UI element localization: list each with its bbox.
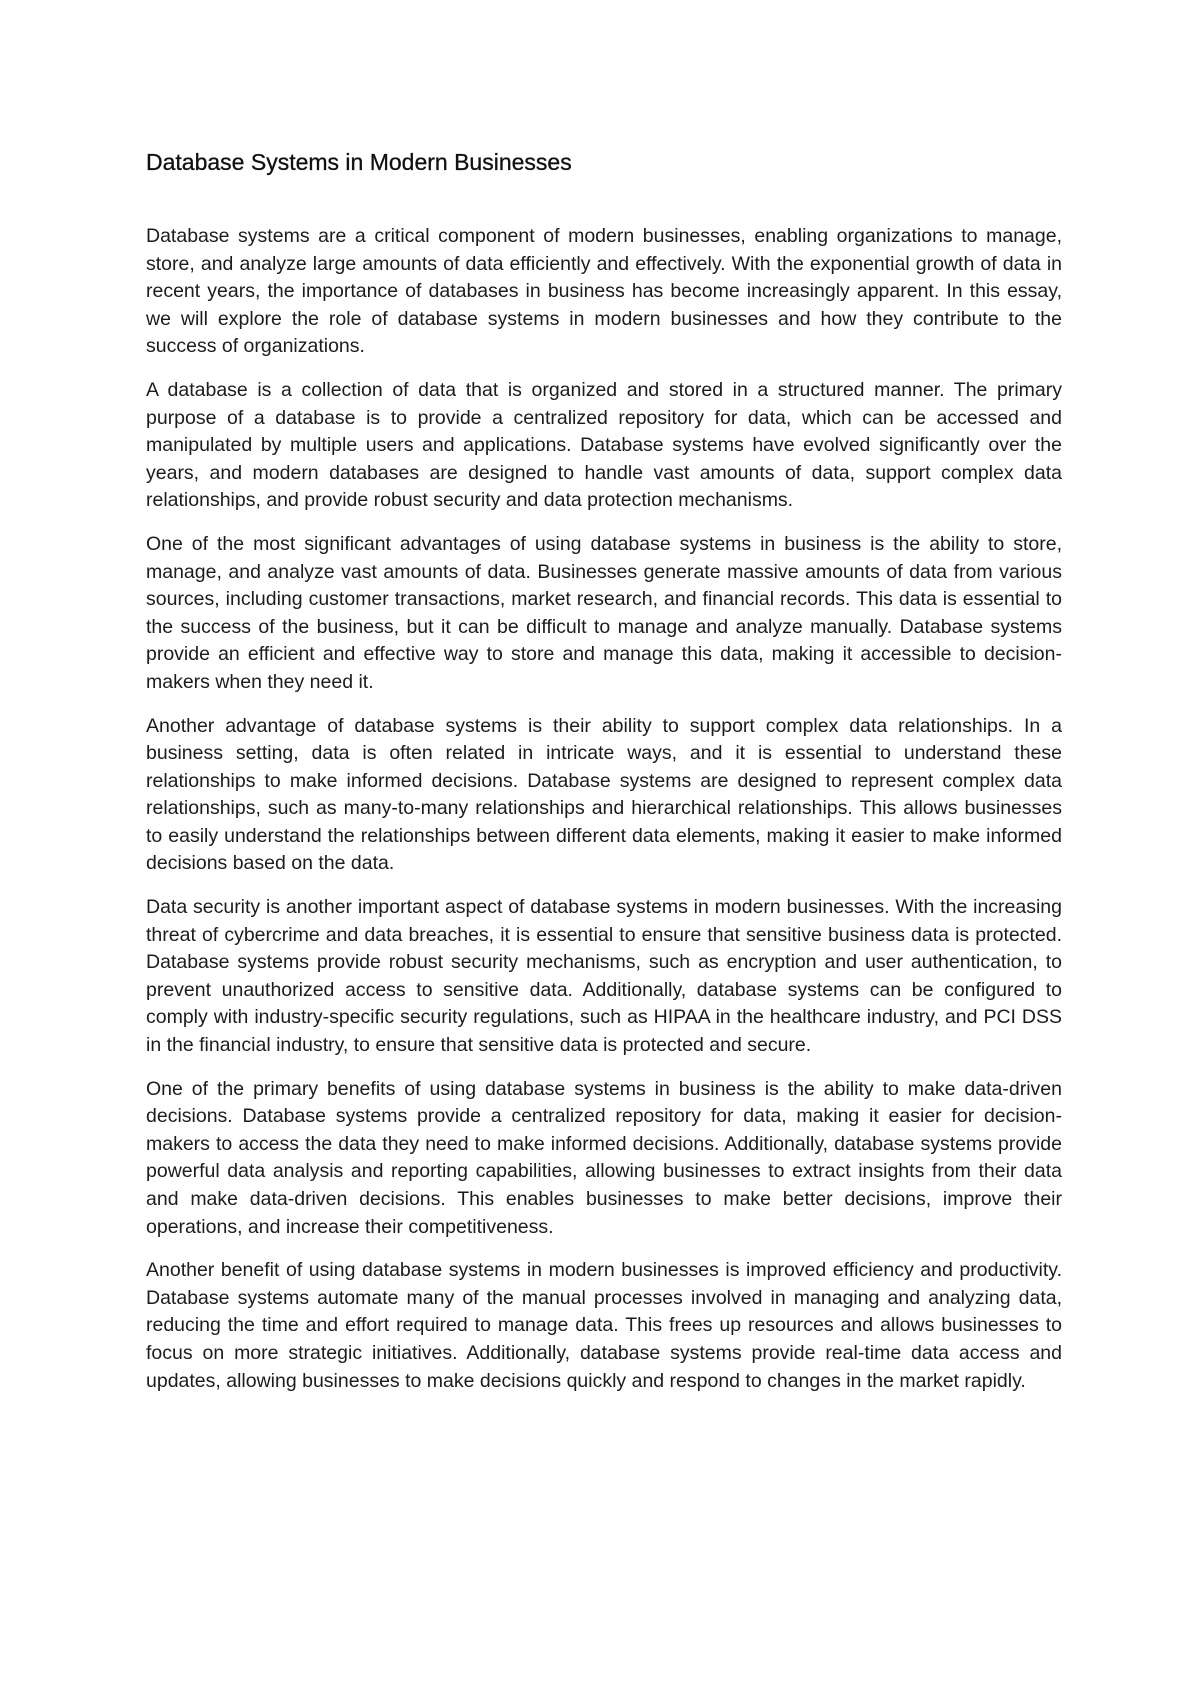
- document-title: Database Systems in Modern Businesses: [146, 149, 572, 175]
- paragraph-data-driven-decisions: One of the primary benefits of using database systems in business is the ability to make data-driven decisions. Database systems provide a centralized repository for data, making it easier for decision-makers to access the data they need to make informed decisions. Additionally, database systems provide powerful data analysis and reporting capabilities, allowing businesses to extract insights from their data and make data-driven decisions. This enables businesses to make better decisions, improve their operations, and increase their competitiveness.: [146, 1077, 1062, 1238]
- paragraph-data-security: Data security is another important aspect of database systems in modern businesses. With the increasing threat of cybercrime and data breaches, it is essential to ensure that sensitive business data is protected. Database systems provide robust security mechanisms, such as encryption and user authentication, to prevent unauthorized access to sensitive data. Additionally, database systems can be configured to comply with industry-specific security regulations, such as HIPAA in the healthcare industry, and PCI DSS in the financial industry, to ensure that sensitive data is protected and secure.: [146, 896, 1062, 1057]
- paragraph-intro: Database systems are a critical component of modern businesses, enabling organizations to manage, store, and analyze large amounts of data efficiently and effectively. With the exponential growth of data in recent years, the importance of databases in business has become increasingly apparent. In this essay, we will explore the role of database systems in modern businesses and how they contribute to the success of organizations.: [146, 225, 1062, 358]
- paragraph-data-relationships: Another advantage of database systems is their ability to support complex data relationships. In a business setting, data is often related in intricate ways, and it is essential to understand these relationships to make informed decisions. Database systems are designed to represent complex data relationships, such as many-to-many relationships and hierarchical relationships. This allows businesses to easily understand the relationships between different data elements, making it easier to make informed decisions based on the data.: [146, 714, 1062, 875]
- paragraph-definition: A database is a collection of data that is organized and stored in a structured manner. The primary purpose of a database is to provide a centralized repository for data, which can be accessed and manipulated by multiple users and applications. Database systems have evolved significantly over the years, and modern databases are designed to handle vast amounts of data, support complex data relationships, and provide robust security and data protection mechanisms.: [146, 378, 1062, 512]
- document-body: [146, 146, 1062, 1411]
- paragraph-data-management: One of the most significant advantages of using database systems in business is the ability to store, manage, and analyze vast amounts of data. Businesses generate massive amounts of data from various sources, including customer transactions, market research, and financial records. This data is essential to the success of the business, but it can be difficult to manage and analyze manually. Database systems provide an efficient and effective way to store and manage this data, making it accessible to decision-makers when they need it.: [146, 532, 1062, 693]
- paragraph-efficiency: Another benefit of using database systems in modern businesses is improved efficiency and productivity. Database systems automate many of the manual processes involved in managing and analyzing data, reducing the time and effort required to manage data. This frees up resources and allows businesses to focus on more strategic initiatives. Additionally, database systems provide real-time data access and updates, allowing businesses to make decisions quickly and respond to changes in the market rapidly.: [146, 1259, 1062, 1392]
